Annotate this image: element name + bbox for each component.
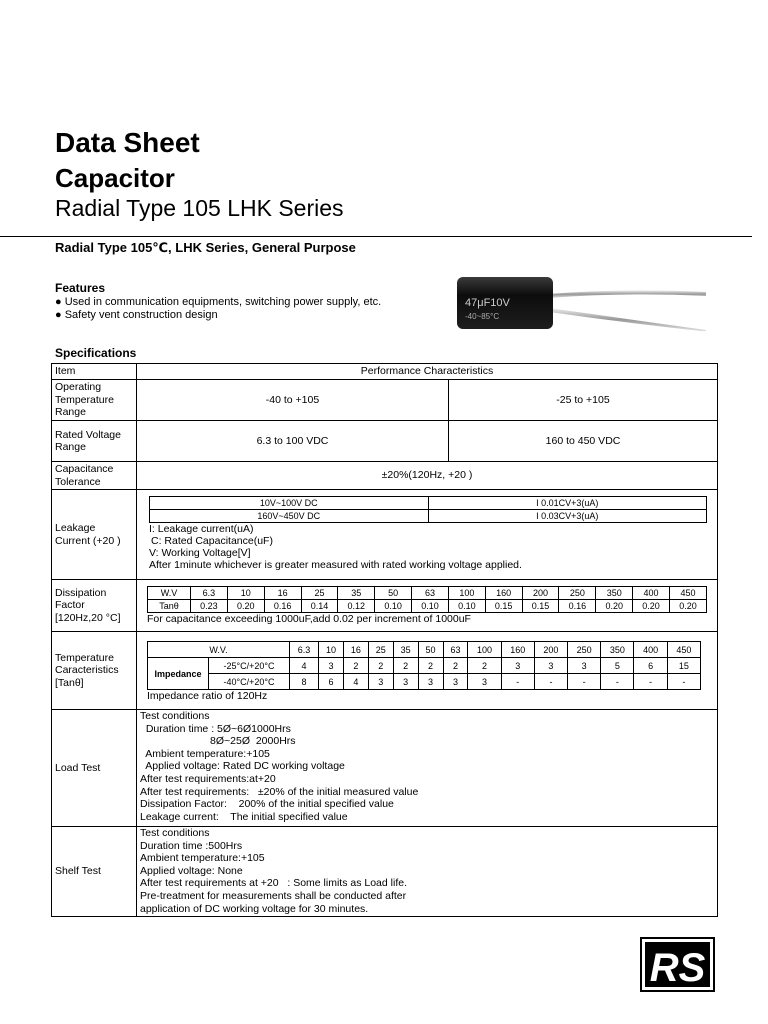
leakage-note: I: Leakage current(uA) — [149, 523, 254, 535]
impedance-r1-cell: 2 — [368, 658, 393, 674]
leakage-note: V: Working Voltage[V] — [149, 547, 251, 559]
leakage-inner-table — [149, 496, 707, 523]
dissipation-tan-cell: 0.12 — [338, 600, 375, 613]
dissipation-wv-cell: 400 — [633, 587, 670, 600]
impedance-r1-cell: 3 — [501, 658, 534, 674]
dissipation-tan-cell: 0.15 — [485, 600, 522, 613]
dissipation-tan-cell: 0.15 — [522, 600, 559, 613]
temp-char-wv-cell: 350 — [601, 642, 634, 658]
dissipation-wv-cell: 63 — [412, 587, 449, 600]
cap-tol-label: Capacitance Tolerance — [52, 462, 137, 490]
impedance-r2-label: -40°C/+20°C — [209, 674, 290, 690]
specifications-table — [51, 363, 718, 917]
dissipation-wv-cell: 450 — [669, 587, 706, 600]
temp-char-wv-cell: 25 — [368, 642, 393, 658]
feature-item: ● Safety vent construction design — [55, 309, 218, 321]
impedance-r1-cell: 3 — [319, 658, 344, 674]
leakage-formula: I 0.01CV+3(uA) — [428, 497, 707, 510]
impedance-r2-cell: 4 — [343, 674, 368, 690]
temp-char-wv-cell: 160 — [501, 642, 534, 658]
specifications-heading: Specifications — [55, 346, 137, 360]
temp-char-wv-cell: 250 — [568, 642, 601, 658]
temp-char-wv-cell: 100 — [468, 642, 501, 658]
doc-series: Radial Type 105 LHK Series — [55, 195, 344, 221]
impedance-r1-cell: 2 — [343, 658, 368, 674]
temp-char-wv-cell: 63 — [443, 642, 468, 658]
temp-char-wv-label: W.V. — [148, 642, 290, 658]
features-heading: Features — [55, 281, 106, 295]
dissipation-wv-cell: 200 — [522, 587, 559, 600]
leakage-cell — [137, 490, 718, 580]
doc-subtitle: Capacitor — [55, 163, 175, 193]
dissipation-tan-cell: 0.10 — [412, 600, 449, 613]
dissipation-wv-cell: 100 — [448, 587, 485, 600]
dissipation-inner-table — [147, 586, 707, 613]
dissipation-tan-label: Tanθ — [148, 600, 191, 613]
dissipation-note: For capacitance exceeding 1000uF,add 0.02 per increment of 1000uF — [147, 613, 471, 625]
shelf-test-line: Test conditions — [140, 827, 210, 839]
impedance-r1-cell: 2 — [468, 658, 501, 674]
impedance-r2-cell: - — [568, 674, 601, 690]
load-test-line: 8Ø~25Ø 2000Hrs — [140, 735, 296, 748]
impedance-r2-cell: 8 — [290, 674, 319, 690]
dissipation-wv-cell: 250 — [559, 587, 596, 600]
load-test-line: Duration time : 5Ø~6Ø1000Hrs — [140, 722, 291, 735]
impedance-r2-cell: - — [634, 674, 667, 690]
impedance-r2-cell: - — [534, 674, 567, 690]
temp-char-label: Temperature Caracteristics [Tanθ] — [52, 632, 137, 710]
load-test-line: Ambient temperature:+105 — [140, 747, 270, 760]
temp-char-note: Impedance ratio of 120Hz — [147, 690, 268, 702]
dissipation-wv-cell: 6.3 — [191, 587, 228, 600]
divider — [0, 236, 752, 237]
shelf-test-line: Duration time :500Hrs — [140, 839, 243, 852]
temp-char-inner-table — [147, 641, 701, 690]
rated-v-label: Rated Voltage Range — [52, 421, 137, 462]
leakage-formula: I 0.03CV+3(uA) — [428, 510, 707, 523]
impedance-r1-cell: 2 — [393, 658, 418, 674]
leakage-note: After 1minute whichever is greater measured with rated working voltage applied. — [149, 559, 522, 571]
impedance-r2-cell: 3 — [443, 674, 468, 690]
capacitor-marking: 47μF10V — [465, 297, 510, 309]
dissipation-tan-cell: 0.20 — [633, 600, 670, 613]
dissipation-tan-cell: 0.23 — [191, 600, 228, 613]
dissipation-tan-cell: 0.20 — [596, 600, 633, 613]
impedance-r2-cell: 3 — [368, 674, 393, 690]
dissipation-tan-cell: 0.16 — [264, 600, 301, 613]
dissipation-tan-cell: 0.20 — [669, 600, 706, 613]
dissipation-wv-cell: 160 — [485, 587, 522, 600]
rated-v-right: 160 to 450 VDC — [449, 421, 718, 462]
impedance-r1-cell: 4 — [290, 658, 319, 674]
temp-char-wv-cell: 400 — [634, 642, 667, 658]
impedance-r2-cell: - — [601, 674, 634, 690]
dissipation-cell — [137, 580, 718, 632]
leakage-label: Leakage Current (+20 ) — [52, 490, 137, 580]
impedance-r1-cell: 6 — [634, 658, 667, 674]
load-test-label: Load Test — [52, 710, 137, 827]
dissipation-wv-cell: 16 — [264, 587, 301, 600]
dissipation-wv-cell: 35 — [338, 587, 375, 600]
leakage-note: C: Rated Capacitance(uF) — [151, 535, 273, 547]
dissipation-tan-cell: 0.16 — [559, 600, 596, 613]
shelf-test-line: Pre-treatment for measurements shall be conducted after — [140, 889, 407, 902]
load-test-line: Test conditions — [140, 710, 210, 722]
dissipation-wv-cell: 10 — [227, 587, 264, 600]
impedance-r2-cell: - — [501, 674, 534, 690]
load-test-line: After test requirements:at+20 — [140, 772, 276, 785]
capacitor-marking-temp: -40~85°C — [465, 312, 500, 321]
op-temp-label: Operating Temperature Range — [52, 380, 137, 421]
impedance-r2-cell: - — [667, 674, 700, 690]
rated-v-left: 6.3 to 100 VDC — [137, 421, 449, 462]
doc-title: Data Sheet — [55, 127, 200, 158]
temp-char-wv-cell: 10 — [319, 642, 344, 658]
op-temp-left: -40 to +105 — [137, 380, 449, 421]
shelf-test-line: Applied voltage: None — [140, 864, 243, 877]
impedance-r1-cell: 2 — [443, 658, 468, 674]
impedance-r2-cell: 6 — [319, 674, 344, 690]
col-perf-header: Performance Characteristics — [137, 364, 718, 380]
col-item-header: Item — [52, 364, 137, 380]
impedance-r2-cell: 3 — [418, 674, 443, 690]
impedance-r2-cell: 3 — [393, 674, 418, 690]
dissipation-wv-label: W.V — [148, 587, 191, 600]
dissipation-tan-cell: 0.10 — [448, 600, 485, 613]
impedance-r1-cell: 3 — [568, 658, 601, 674]
shelf-test-label: Shelf Test — [52, 827, 137, 917]
temp-char-wv-cell: 16 — [343, 642, 368, 658]
temp-char-wv-cell: 6.3 — [290, 642, 319, 658]
shelf-test-line: After test requirements at +20 : Some limits as Load life. — [140, 877, 407, 890]
dissipation-wv-cell: 50 — [375, 587, 412, 600]
load-test-lines — [140, 710, 714, 823]
impedance-r1-cell: 3 — [534, 658, 567, 674]
load-test-line: Applied voltage: Rated DC working voltage — [140, 760, 345, 773]
temp-char-cell — [137, 632, 718, 710]
impedance-r2-cell: 3 — [468, 674, 501, 690]
impedance-r1-cell: 5 — [601, 658, 634, 674]
shelf-test-line: application of DC working voltage for 30 minutes. — [140, 902, 369, 915]
impedance-label: Impedance — [148, 658, 209, 690]
dissipation-tan-cell: 0.20 — [227, 600, 264, 613]
leakage-range: 10V~100V DC — [150, 497, 429, 510]
rs-logo-text: RS — [649, 946, 706, 990]
features-section — [55, 282, 381, 322]
load-test-line: Leakage current: The initial specified value — [140, 810, 348, 823]
dissipation-tan-cell: 0.14 — [301, 600, 338, 613]
dissipation-wv-cell: 25 — [301, 587, 338, 600]
rs-logo — [640, 937, 715, 992]
section-heading: Radial Type 105℃, LHK Series, General Purpose — [55, 240, 356, 255]
feature-item: ● Used in communication equipments, switching power supply, etc. — [55, 296, 382, 308]
load-test-cell — [137, 710, 718, 827]
dissipation-wv-cell: 350 — [596, 587, 633, 600]
impedance-r1-cell: 2 — [418, 658, 443, 674]
cap-tol-value: ±20%(120Hz, +20 ) — [137, 462, 718, 490]
shelf-test-line: Ambient temperature:+105 — [140, 852, 265, 865]
capacitor-photo — [457, 275, 706, 331]
temp-char-wv-cell: 450 — [667, 642, 700, 658]
impedance-r1-cell: 15 — [667, 658, 700, 674]
shelf-test-lines — [140, 827, 714, 915]
leakage-range: 160V~450V DC — [150, 510, 429, 523]
impedance-r1-label: -25°C/+20°C — [209, 658, 290, 674]
temp-char-wv-cell: 50 — [418, 642, 443, 658]
dissipation-tan-cell: 0.10 — [375, 600, 412, 613]
dissipation-label: Dissipation Factor [120Hz,20 °C] — [52, 580, 137, 632]
shelf-test-cell — [137, 827, 718, 917]
op-temp-right: -25 to +105 — [449, 380, 718, 421]
load-test-line: After test requirements: ±20% of the initial measured value — [140, 785, 419, 798]
load-test-line: Dissipation Factor: 200% of the initial specified value — [140, 798, 394, 811]
temp-char-wv-cell: 200 — [534, 642, 567, 658]
temp-char-wv-cell: 35 — [393, 642, 418, 658]
